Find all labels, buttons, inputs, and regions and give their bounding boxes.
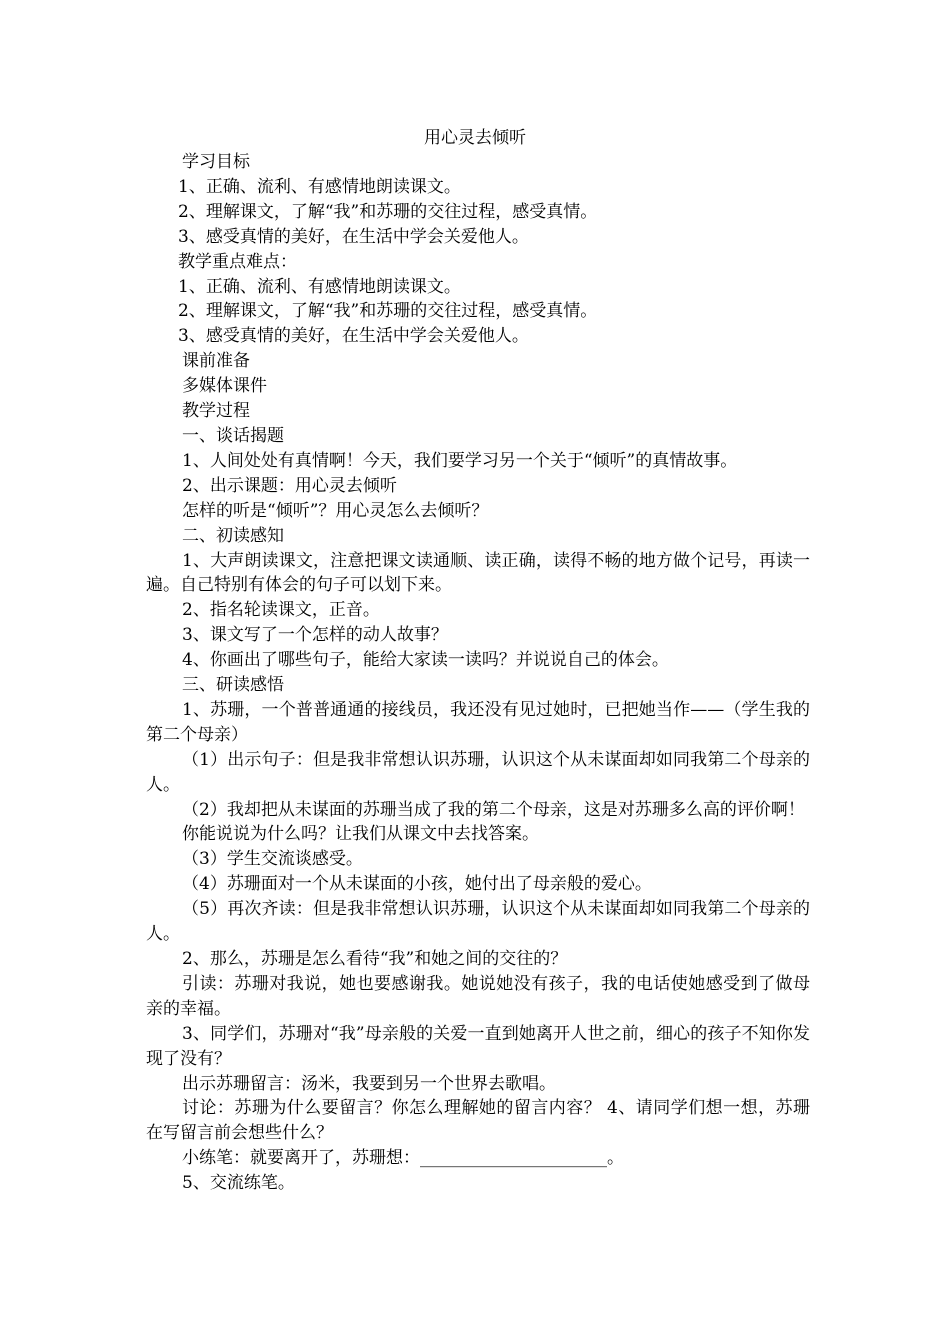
- step-item: 2、出示课题：用心灵去倾听: [182, 475, 397, 496]
- step-heading: 三、研读感悟: [182, 675, 284, 696]
- step-item: 1、大声朗读课文，注意把课文读通顺、读正确，读得不畅的地方做个记号，再读一遍。自己特别有体会的句子可以划下来。: [146, 550, 810, 596]
- preparation-text: 多媒体课件: [182, 376, 267, 397]
- step-item: 引读：苏珊对我说，她也要感谢我。她说她没有孩子，我的电话使她感受到了做母亲的幸福。: [146, 973, 810, 1019]
- step-item: 3、同学们，苏珊对“我”母亲般的关爱一直到她离开人世之前，细心的孩子不知你发现了没有？: [146, 1023, 810, 1069]
- document-body: [146, 150, 810, 1196]
- step-heading: 二、初读感知: [182, 525, 284, 546]
- goal-item: 2、理解课文，了解“我”和苏珊的交往过程，感受真情。: [178, 201, 598, 222]
- step-item: 你能说说为什么吗？让我们从课文中去找答案。: [182, 824, 539, 845]
- step-item: 怎样的听是“倾听”？用心灵怎么去倾听？: [182, 500, 489, 521]
- step-item: 出示苏珊留言：汤米，我要到另一个世界去歌唱。: [182, 1073, 556, 1094]
- section-heading-goals: 学习目标: [182, 152, 250, 172]
- section-heading-process: 教学过程: [182, 401, 250, 422]
- section-heading-key-points: 教学重点难点：: [178, 251, 297, 272]
- step-item: 2、指名轮读课文，正音。: [182, 600, 380, 621]
- step-heading: 一、谈话揭题: [182, 425, 284, 446]
- writing-exercise: 小练笔：就要离开了，苏珊想：______________________。: [182, 1148, 624, 1169]
- goal-item: 3、感受真情的美好，在生活中学会关爱他人。: [178, 226, 529, 247]
- key-point-item: 1、正确、流利、有感情地朗读课文。: [178, 276, 461, 297]
- key-point-item: 3、感受真情的美好，在生活中学会关爱他人。: [178, 326, 529, 347]
- document-title: 用心灵去倾听: [424, 128, 526, 148]
- step-item: 讨论：苏珊为什么要留言？你怎么理解她的留言内容？ 4、请同学们想一想，苏珊在写留言前会想些什么？: [146, 1098, 810, 1144]
- step-item: （4）苏珊面对一个从未谋面的小孩，她付出了母亲般的爱心。: [182, 874, 652, 895]
- section-heading-preparation: 课前准备: [182, 351, 250, 372]
- step-item: （5）再次齐读：但是我非常想认识苏珊，认识这个从未谋面却如同我第二个母亲的人。: [146, 899, 810, 945]
- key-point-item: 2、理解课文，了解“我”和苏珊的交往过程，感受真情。: [178, 301, 598, 322]
- step-item: 4、你画出了哪些句子，能给大家读一读吗？并说说自己的体会。: [182, 650, 669, 671]
- step-item: 1、苏珊，一个普普通通的接线员，我还没有见过她时，已把她当作——（学生我的第二个母亲）: [146, 699, 810, 745]
- step-item: （1）出示句子：但是我非常想认识苏珊，认识这个从未谋面却如同我第二个母亲的人。: [146, 749, 810, 795]
- step-item: （3）学生交流谈感受。: [182, 849, 363, 870]
- goal-item: 1、正确、流利、有感情地朗读课文。: [178, 176, 461, 197]
- step-item: 2、那么，苏珊是怎么看待“我”和她之间的交往的？: [182, 949, 568, 969]
- step-item: 3、课文写了一个怎样的动人故事？: [182, 625, 448, 646]
- step-item: （2）我却把从未谋面的苏珊当成了我的第二个母亲，这是对苏珊多么高的评价啊！: [182, 799, 805, 820]
- step-item: 1、人间处处有真情啊！今天，我们要学习另一个关于“倾听”的真情故事。: [182, 450, 738, 471]
- step-item: 5、交流练笔。: [182, 1173, 295, 1194]
